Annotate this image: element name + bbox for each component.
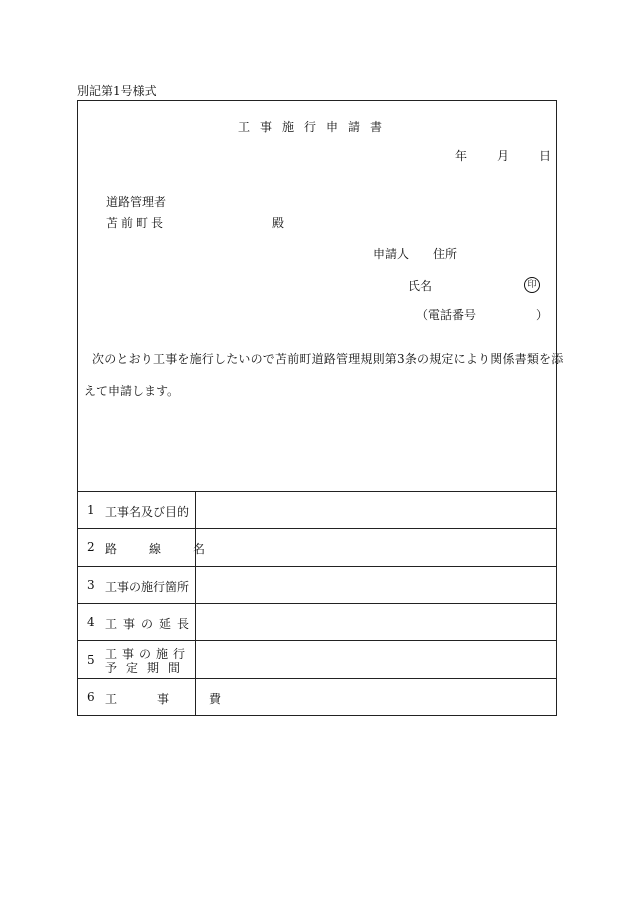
row-number: 6 (87, 690, 95, 704)
row-label-purpose: 工事名及び目的 (105, 505, 190, 519)
table-rule (77, 528, 557, 529)
row-label-cost: 工 事 費 (105, 692, 236, 706)
date-year: 年 (455, 149, 468, 163)
date-line (455, 149, 551, 163)
date-month: 月 (497, 149, 510, 163)
applicant-phone: （電話番号 ） (416, 308, 549, 322)
date-day: 日 (539, 149, 552, 163)
row-label-period-line2: 予定期間 (105, 661, 190, 675)
row-label-length: 工事の延長 (105, 617, 196, 631)
addressee-honorific: 殿 (272, 216, 285, 230)
addressee-name: 苫前町長 (106, 216, 167, 230)
page-title: 工事施行申請書 (237, 120, 392, 134)
table-divider (195, 491, 196, 715)
row-label-period-line1: 工事の施行 (105, 647, 191, 661)
table-rule (77, 678, 557, 679)
row-label-route: 路 線 名 (105, 542, 216, 556)
applicant-label: 申請人 (373, 247, 410, 261)
row-number: 5 (87, 653, 95, 667)
form-number-label: 別記第1号様式 (77, 84, 157, 98)
table-rule (77, 491, 557, 492)
row-number: 2 (87, 540, 95, 554)
row-number: 4 (87, 615, 95, 629)
body-text-line-1: 次のとおり工事を施行したいので苫前町道路管理規則第3条の規定により関係書類を添 (92, 352, 564, 366)
row-number: 3 (87, 578, 95, 592)
applicant-name-label: 氏名 (408, 279, 433, 293)
table-rule (77, 640, 557, 641)
row-label-location: 工事の施行箇所 (105, 580, 190, 594)
table-rule (77, 603, 557, 604)
addressee-org: 道路管理者 (106, 195, 167, 209)
row-number: 1 (87, 503, 95, 517)
body-text-line-2: えて申請します。 (84, 384, 180, 398)
applicant-address-label: 住所 (433, 247, 458, 261)
table-rule (77, 566, 557, 567)
seal-mark: 印 (524, 277, 540, 293)
